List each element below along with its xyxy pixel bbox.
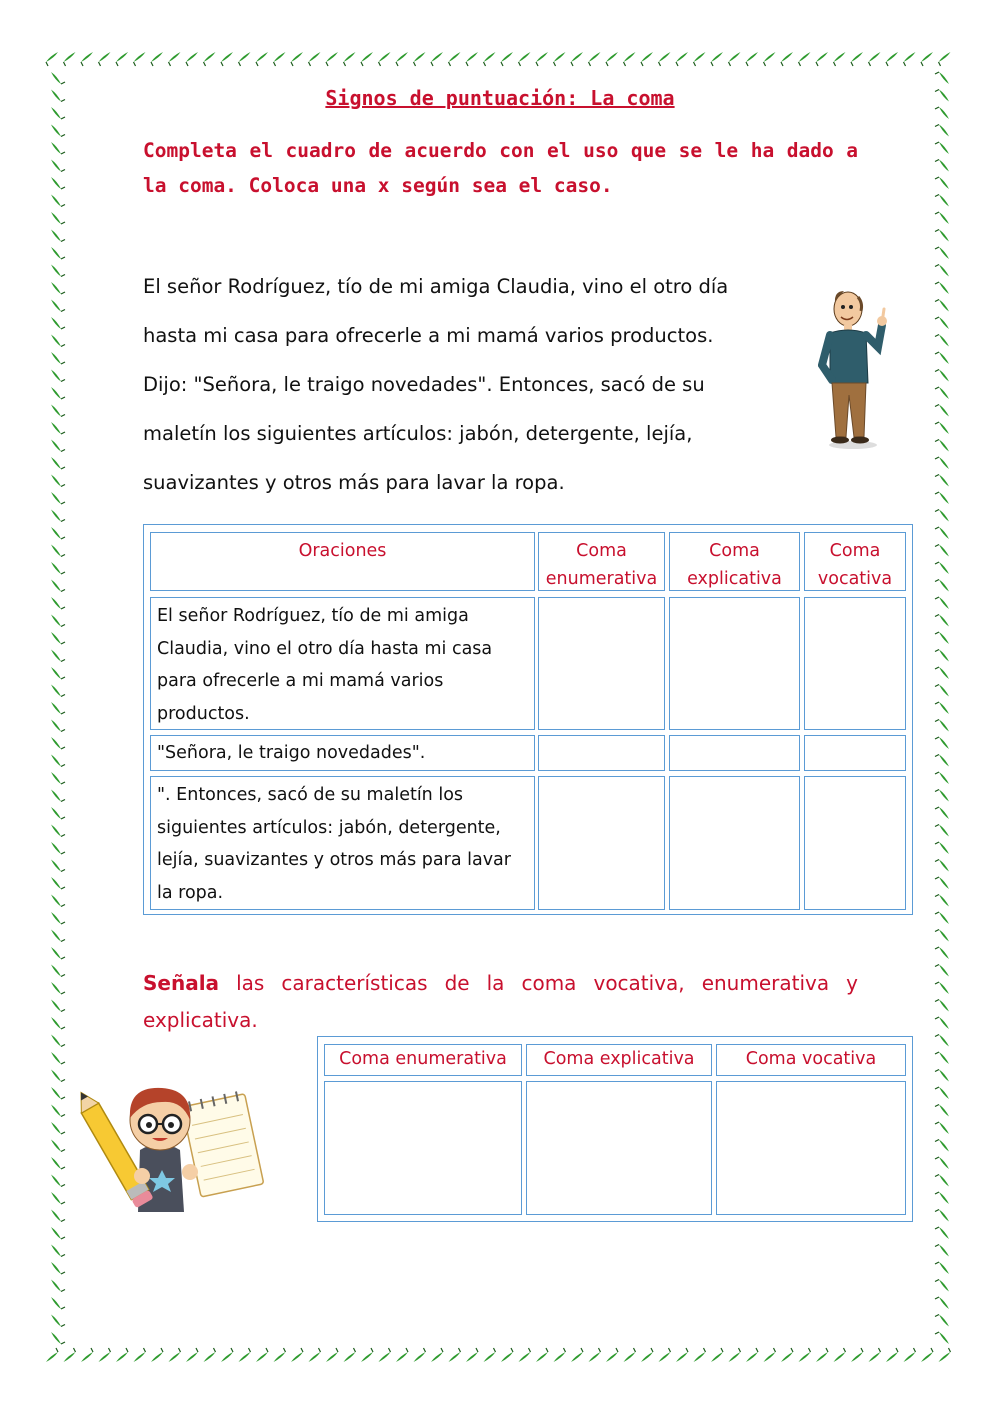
child-pencil-notepad-illustration-icon <box>80 1080 270 1220</box>
section2-text: las características de la coma vocativa, enumerativa y explicativa. <box>143 971 858 1032</box>
leaf-icon <box>869 1348 881 1362</box>
leaf-icon <box>554 52 566 66</box>
man-illustration-icon <box>818 285 898 450</box>
leaf-icon <box>935 1332 949 1344</box>
leaf-icon <box>711 52 723 66</box>
leaf-icon <box>396 52 408 66</box>
leaf-icon <box>659 1348 671 1362</box>
leaf-icon <box>466 1348 478 1362</box>
leaf-icon <box>935 142 949 154</box>
leaf-icon <box>935 930 949 942</box>
leaf-icon <box>935 177 949 189</box>
leaf-icon <box>935 1087 949 1099</box>
leaf-icon <box>589 1348 601 1362</box>
leaf-icon <box>935 440 949 452</box>
leaf-icon <box>935 160 949 172</box>
leaf-icon <box>51 545 65 557</box>
leaf-icon <box>51 930 65 942</box>
story-line: suavizantes y otros más para lavar la ropa. <box>143 471 565 494</box>
checkbox-cell-vocativa[interactable] <box>804 597 906 730</box>
leaf-icon <box>935 580 949 592</box>
instruction-text: Completa el cuadro de acuerdo con el uso que se le ha dado a la coma. Coloca una x según sea el caso. <box>143 139 858 197</box>
leaf-icon <box>51 352 65 364</box>
leaf-icon <box>274 1348 286 1362</box>
leaf-icon <box>51 755 65 767</box>
leaf-icon <box>536 1348 548 1362</box>
leaf-icon <box>935 212 949 224</box>
column-header-oraciones: Oraciones <box>150 532 535 591</box>
leaf-icon <box>51 790 65 802</box>
leaf-icon <box>51 860 65 872</box>
leaf-icon <box>99 52 111 66</box>
leaf-icon <box>501 1348 513 1362</box>
leaf-icon <box>51 1000 65 1012</box>
leaf-icon <box>361 1348 373 1362</box>
leaf-icon <box>51 317 65 329</box>
checkbox-cell-enumerativa[interactable] <box>538 597 665 730</box>
leaf-icon <box>51 300 65 312</box>
leaf-icon <box>659 52 671 66</box>
leaf-icon <box>204 52 216 66</box>
leaf-icon <box>51 1035 65 1047</box>
story-paragraph <box>143 262 783 507</box>
leaf-icon <box>694 52 706 66</box>
leaf-icon <box>935 300 949 312</box>
leaf-icon <box>51 895 65 907</box>
leaf-icon <box>935 1192 949 1204</box>
leaf-icon <box>449 1348 461 1362</box>
leaf-icon <box>64 1348 76 1362</box>
leaf-icon <box>624 52 636 66</box>
leaf-icon <box>935 475 949 487</box>
leaf-icon <box>309 52 321 66</box>
leaf-icon <box>935 125 949 137</box>
leaf-icon <box>904 1348 916 1362</box>
leaf-icon <box>186 52 198 66</box>
leaf-icon <box>935 247 949 259</box>
leaf-icon <box>935 510 949 522</box>
leaf-icon <box>935 492 949 504</box>
leaf-icon <box>851 52 863 66</box>
leaf-icon <box>904 52 916 66</box>
leaf-icon <box>935 545 949 557</box>
leaf-icon <box>51 282 65 294</box>
leaf-icon <box>51 387 65 399</box>
leaf-icon <box>606 1348 618 1362</box>
leaf-icon <box>51 632 65 644</box>
leaf-icon <box>51 527 65 539</box>
leaf-icon <box>51 1227 65 1239</box>
leaf-icon <box>935 230 949 242</box>
leaf-icon <box>51 1017 65 1029</box>
leaf-icon <box>935 790 949 802</box>
leaf-icon <box>51 737 65 749</box>
leaf-icon <box>51 335 65 347</box>
leaf-icon <box>51 195 65 207</box>
leaf-icon <box>51 667 65 679</box>
leaf-icon <box>935 405 949 417</box>
leaf-icon <box>51 702 65 714</box>
table-row-sentence: "Señora, le traigo novedades". <box>150 735 535 771</box>
leaf-icon <box>935 650 949 662</box>
leaf-icon <box>935 912 949 924</box>
leaf-icon <box>51 947 65 959</box>
column-header-coma-explicativa: Coma explicativa <box>669 532 800 591</box>
leaf-icon <box>935 457 949 469</box>
leaf-icon <box>641 52 653 66</box>
leaf-icon <box>51 422 65 434</box>
leaf-icon <box>344 52 356 66</box>
leaf-icon <box>935 1035 949 1047</box>
leaf-icon <box>484 1348 496 1362</box>
leaf-icon <box>834 1348 846 1362</box>
leaf-icon <box>501 52 513 66</box>
leaf-icon <box>379 52 391 66</box>
leaf-icon <box>935 895 949 907</box>
answer-cell-explicativa[interactable] <box>526 1081 712 1215</box>
leaf-icon <box>536 52 548 66</box>
leaf-icon <box>589 52 601 66</box>
answer-cell-vocativa[interactable] <box>716 1081 906 1215</box>
page-title: Signos de puntuación: La coma <box>325 86 675 110</box>
leaf-icon <box>935 597 949 609</box>
leaf-icon <box>186 1348 198 1362</box>
leaf-icon <box>935 615 949 627</box>
leaf-icon <box>935 737 949 749</box>
leaf-icon <box>51 1105 65 1117</box>
leaf-icon <box>935 352 949 364</box>
leaf-icon <box>51 457 65 469</box>
leaf-icon <box>116 1348 128 1362</box>
leaf-icon <box>51 475 65 487</box>
table-row-sentence: El señor Rodríguez, tío de mi amiga Claudia, vino el otro día hasta mi casa para ofrecerle a mi mamá varios productos. <box>150 597 535 730</box>
leaf-icon <box>851 1348 863 1362</box>
leaf-icon <box>221 1348 233 1362</box>
leaf-icon <box>51 1210 65 1222</box>
leaf-icon <box>64 52 76 66</box>
column-header-coma-vocativa: Coma vocativa <box>804 532 906 591</box>
leaf-icon <box>51 1245 65 1257</box>
leaf-icon <box>239 1348 251 1362</box>
leaf-icon <box>935 1245 949 1257</box>
leaf-icon <box>449 52 461 66</box>
leaf-icon <box>51 1315 65 1327</box>
leaf-icon <box>935 1227 949 1239</box>
leaf-icon <box>51 1175 65 1187</box>
leaf-icon <box>886 52 898 66</box>
leaf-icon <box>51 1192 65 1204</box>
leaf-icon <box>935 562 949 574</box>
leaf-icon <box>51 1297 65 1309</box>
leaf-icon <box>935 1280 949 1292</box>
leaf-icon <box>379 1348 391 1362</box>
leaf-icon <box>935 422 949 434</box>
leaf-icon <box>51 1280 65 1292</box>
leaf-icon <box>51 1070 65 1082</box>
leaf-icon <box>746 1348 758 1362</box>
leaf-icon <box>816 52 828 66</box>
leaf-icon <box>935 965 949 977</box>
column-header-coma-enumerativa: Coma enumerativa <box>538 532 665 591</box>
leaf-icon <box>935 632 949 644</box>
leaf-icon <box>169 1348 181 1362</box>
leaf-icon <box>414 52 426 66</box>
checkbox-cell-explicativa[interactable] <box>669 597 800 730</box>
checkbox-cell-vocativa[interactable] <box>804 776 906 910</box>
leaf-icon <box>935 1122 949 1134</box>
leaf-icon <box>935 387 949 399</box>
leaf-icon <box>46 1348 58 1362</box>
leaf-icon <box>519 1348 531 1362</box>
leaf-icon <box>51 877 65 889</box>
leaf-icon <box>51 597 65 609</box>
leaf-icon <box>935 1000 949 1012</box>
answer-cell-enumerativa[interactable] <box>324 1081 522 1215</box>
leaf-icon <box>834 52 846 66</box>
leaf-icon <box>116 52 128 66</box>
leaf-icon <box>431 52 443 66</box>
table-row-sentence: ". Entonces, sacó de su maletín los siguientes artículos: jabón, detergente, lejía, suavizantes y otros más para lavar la ropa. <box>150 776 535 910</box>
leaf-icon <box>51 685 65 697</box>
leaf-icon <box>256 52 268 66</box>
leaf-icon <box>571 1348 583 1362</box>
section2-instruction <box>143 965 858 1039</box>
leaf-icon <box>624 1348 636 1362</box>
leaf-icon <box>51 650 65 662</box>
leaf-icon <box>935 807 949 819</box>
checkbox-cell-enumerativa[interactable] <box>538 776 665 910</box>
leaf-icon <box>466 52 478 66</box>
leaf-icon <box>935 370 949 382</box>
leaf-icon <box>51 72 65 84</box>
leaf-icon <box>256 1348 268 1362</box>
leaf-icon <box>51 562 65 574</box>
leaf-icon <box>51 440 65 452</box>
leaf-icon <box>799 52 811 66</box>
leaf-icon <box>151 52 163 66</box>
leaf-icon <box>51 580 65 592</box>
leaf-icon <box>51 510 65 522</box>
leaf-icon <box>519 52 531 66</box>
leaf-icon <box>99 1348 111 1362</box>
leaf-icon <box>51 1262 65 1274</box>
leaf-icon <box>935 982 949 994</box>
leaf-icon <box>641 1348 653 1362</box>
leaf-icon <box>869 52 881 66</box>
punctuation-table <box>143 524 913 915</box>
leaf-icon <box>51 1140 65 1152</box>
leaf-icon <box>51 825 65 837</box>
leaf-icon <box>711 1348 723 1362</box>
leaf-icon <box>51 125 65 137</box>
leaf-icon <box>935 1017 949 1029</box>
leaf-icon <box>51 982 65 994</box>
leaf-icon <box>935 860 949 872</box>
leaf-icon <box>326 1348 338 1362</box>
checkbox-cell-vocativa[interactable] <box>804 735 906 771</box>
leaf-icon <box>51 405 65 417</box>
leaf-icon <box>51 142 65 154</box>
leaf-icon <box>51 1122 65 1134</box>
leaf-icon <box>935 1070 949 1082</box>
story-line: maletín los siguientes artículos: jabón, detergente, lejía, <box>143 422 693 445</box>
leaf-icon <box>134 52 146 66</box>
leaf-icon <box>935 1052 949 1064</box>
leaf-icon <box>134 1348 146 1362</box>
leaf-icon <box>935 1140 949 1152</box>
leaf-icon <box>51 265 65 277</box>
leaf-icon <box>799 1348 811 1362</box>
leaf-icon <box>935 720 949 732</box>
story-line: hasta mi casa para ofrecerle a mi mamá varios productos. <box>143 324 714 347</box>
story-line: Dijo: "Señora, le traigo novedades". Entonces, sacó de su <box>143 373 705 396</box>
leaf-icon <box>746 52 758 66</box>
leaf-icon <box>344 1348 356 1362</box>
leaf-icon <box>935 1210 949 1222</box>
leaf-icon <box>51 212 65 224</box>
leaf-icon <box>935 947 949 959</box>
leaf-icon <box>51 160 65 172</box>
leaf-icon <box>935 1315 949 1327</box>
leaf-icon <box>935 842 949 854</box>
leaf-icon <box>51 965 65 977</box>
checkbox-cell-explicativa[interactable] <box>669 776 800 910</box>
section2-bold: Señala <box>143 971 220 995</box>
leaf-icon <box>51 1332 65 1344</box>
leaf-icon <box>46 52 58 66</box>
leaf-icon <box>606 52 618 66</box>
leaf-icon <box>51 492 65 504</box>
leaf-icon <box>51 842 65 854</box>
leaf-icon <box>51 230 65 242</box>
leaf-icon <box>764 1348 776 1362</box>
leaf-icon <box>816 1348 828 1362</box>
leaf-icon <box>935 702 949 714</box>
leaf-icon <box>781 1348 793 1362</box>
leaf-icon <box>169 52 181 66</box>
leaf-icon <box>781 52 793 66</box>
story-line: El señor Rodríguez, tío de mi amiga Claudia, vino el otro día <box>143 275 729 298</box>
leaf-icon <box>239 52 251 66</box>
leaf-icon <box>676 1348 688 1362</box>
leaf-icon <box>939 1348 951 1362</box>
leaf-icon <box>291 52 303 66</box>
leaf-icon <box>51 370 65 382</box>
leaf-icon <box>694 1348 706 1362</box>
leaf-icon <box>571 52 583 66</box>
leaf-icon <box>935 265 949 277</box>
leaf-icon <box>51 1052 65 1064</box>
leaf-icon <box>935 195 949 207</box>
leaf-icon <box>935 72 949 84</box>
leaf-icon <box>935 335 949 347</box>
checkbox-cell-enumerativa[interactable] <box>538 735 665 771</box>
leaf-icon <box>414 1348 426 1362</box>
leaf-icon <box>51 1087 65 1099</box>
leaf-icon <box>886 1348 898 1362</box>
leaf-icon <box>309 1348 321 1362</box>
leaf-icon <box>935 282 949 294</box>
leaf-icon <box>935 667 949 679</box>
leaf-icon <box>361 52 373 66</box>
leaf-icon <box>151 1348 163 1362</box>
leaf-icon <box>939 52 951 66</box>
leaf-icon <box>935 1157 949 1169</box>
leaf-icon <box>935 877 949 889</box>
leaf-icon <box>51 912 65 924</box>
column-header-coma-enumerativa: Coma enumerativa <box>324 1044 522 1076</box>
leaf-icon <box>204 1348 216 1362</box>
leaf-icon <box>921 52 933 66</box>
leaf-icon <box>274 52 286 66</box>
leaf-icon <box>51 615 65 627</box>
leaf-icon <box>935 825 949 837</box>
leaf-icon <box>935 685 949 697</box>
leaf-icon <box>221 52 233 66</box>
leaf-icon <box>935 527 949 539</box>
leaf-icon <box>81 52 93 66</box>
characteristics-table <box>317 1036 913 1222</box>
leaf-icon <box>935 1262 949 1274</box>
leaf-icon <box>51 1157 65 1169</box>
leaf-icon <box>51 177 65 189</box>
leaf-icon <box>935 317 949 329</box>
leaf-icon <box>431 1348 443 1362</box>
checkbox-cell-explicativa[interactable] <box>669 735 800 771</box>
leaf-icon <box>51 772 65 784</box>
leaf-icon <box>764 52 776 66</box>
leaf-icon <box>554 1348 566 1362</box>
column-header-coma-explicativa: Coma explicativa <box>526 1044 712 1076</box>
leaf-icon <box>484 52 496 66</box>
leaf-icon <box>935 772 949 784</box>
leaf-icon <box>396 1348 408 1362</box>
leaf-icon <box>291 1348 303 1362</box>
leaf-icon <box>51 720 65 732</box>
leaf-icon <box>921 1348 933 1362</box>
leaf-icon <box>729 52 741 66</box>
leaf-icon <box>935 1105 949 1117</box>
leaf-icon <box>935 1297 949 1309</box>
leaf-icon <box>51 247 65 259</box>
column-header-coma-vocativa: Coma vocativa <box>716 1044 906 1076</box>
leaf-icon <box>935 1175 949 1187</box>
leaf-icon <box>326 52 338 66</box>
leaf-icon <box>676 52 688 66</box>
leaf-icon <box>729 1348 741 1362</box>
leaf-icon <box>935 755 949 767</box>
leaf-icon <box>81 1348 93 1362</box>
leaf-icon <box>51 807 65 819</box>
